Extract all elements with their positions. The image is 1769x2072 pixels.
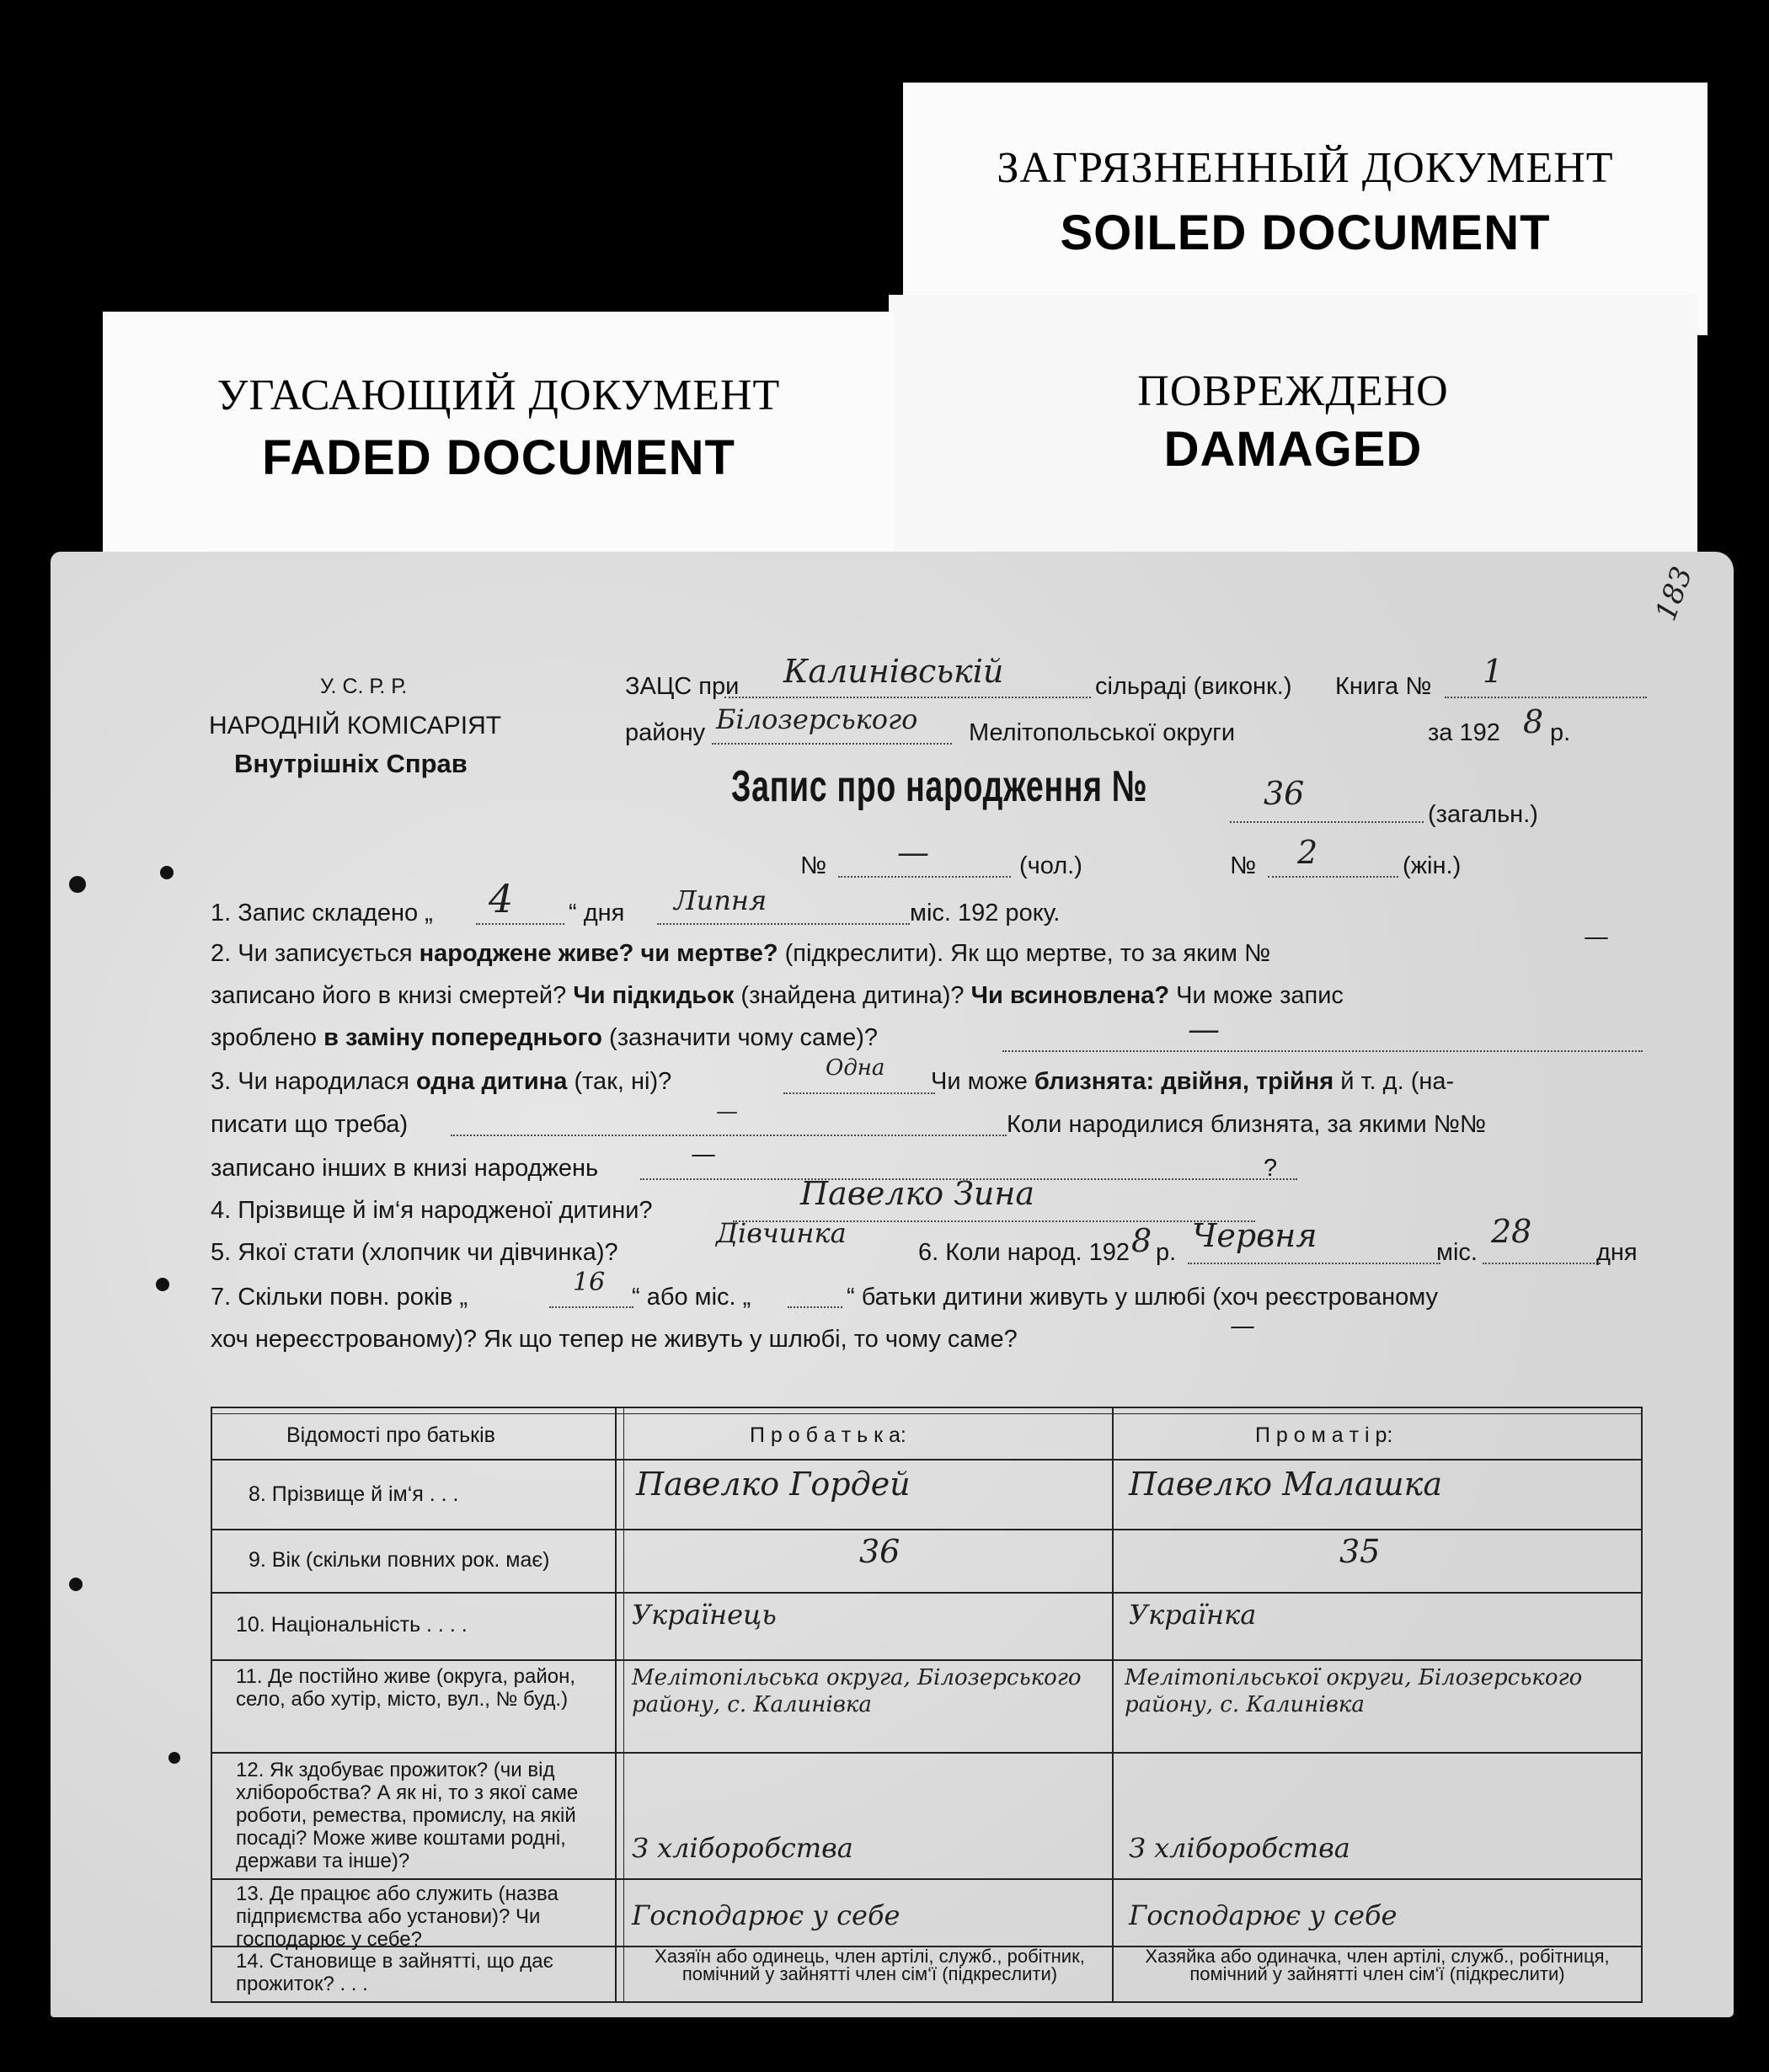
dotted-line — [1268, 876, 1398, 878]
q3-one-child-handwritten: Одна — [826, 1055, 885, 1081]
dotted-line — [783, 1092, 935, 1094]
mother-livelihood-handwritten: З хліборобства — [1129, 1832, 1350, 1864]
damaged-en-label: DAMAGED — [1163, 422, 1423, 477]
mother-workplace-handwritten: Господарює у себе — [1129, 1899, 1398, 1931]
q1-post: міс. 192 року. — [910, 900, 1061, 927]
table-rule — [623, 1407, 624, 2003]
q2-number-handwritten: — — [1584, 922, 1609, 952]
father-residence-handwritten: Мелітопільська округа, Білозерського району, с. Калинівка — [632, 1665, 1082, 1717]
q5-label: 5. Якої стати (хлопчик чи дівчинка)? — [211, 1239, 618, 1266]
chol-handwritten: — — [897, 834, 929, 871]
dotted-line — [1445, 697, 1647, 698]
header-mother: П р о м а т і р: — [1255, 1423, 1393, 1447]
table-rule — [211, 1407, 212, 2003]
chol-label: (чол.) — [1019, 852, 1082, 879]
punch-hole — [69, 876, 86, 893]
marriage-years-handwritten: 16 — [573, 1268, 606, 1297]
damaged-card — [889, 295, 1697, 573]
q3-line2: писати що треба) — [211, 1111, 409, 1138]
q6-label: 6. Коли народ. 192 — [918, 1239, 1130, 1266]
okrugi-label: Мелітопольської округи — [969, 719, 1236, 746]
q2-line3 — [211, 1023, 878, 1052]
child-name-handwritten: Павелко Зина — [800, 1175, 1035, 1212]
q3-text: 3. Чи народилася — [211, 1068, 417, 1095]
birth-day-handwritten: 28 — [1491, 1213, 1532, 1250]
father-age-handwritten: 36 — [859, 1533, 901, 1570]
table-rule — [211, 1878, 1643, 1880]
dotted-line — [549, 1306, 633, 1308]
header-commissariat: НАРОДНІЙ КОМІСАРІЯТ — [209, 712, 502, 740]
zhin-no-label: № — [1230, 852, 1257, 879]
page-number: 183 — [1649, 562, 1700, 626]
table-rule — [211, 1459, 1643, 1461]
table-rule — [1112, 1407, 1114, 2003]
dotted-line — [451, 1135, 1007, 1136]
q2-text: (підкреслити). Як що мертве, то за яким № — [778, 940, 1271, 967]
silrada-handwritten: Калинівській — [783, 653, 1004, 690]
dotted-line — [724, 697, 1091, 698]
zhin-label: (жін.) — [1403, 852, 1462, 879]
q3-text: (так, ні)? — [567, 1068, 672, 1095]
q3-line2-b: Коли народилися близнята, за якими №№ — [1007, 1111, 1486, 1138]
mother-residence-handwritten: Мелітопільської округи, Білозерського району, с. Калинівка — [1125, 1665, 1583, 1717]
q3-twins-handwritten: — — [716, 1099, 738, 1124]
header-internal-affairs: Внутрішніх Справ — [234, 749, 468, 778]
father-workplace-handwritten: Господарює у себе — [632, 1899, 901, 1931]
father-name-handwritten: Павелко Гордей — [636, 1466, 911, 1503]
q1-mid: “ дня — [569, 900, 625, 927]
q2-bold: народжене живе? чи мертве? — [419, 940, 778, 967]
row-label-nationality: 10. Національність . . . . — [236, 1613, 468, 1637]
q1-prefix: 1. Запис складено „ — [211, 900, 433, 927]
table-rule — [211, 1529, 1643, 1530]
q6-r: р. — [1156, 1239, 1177, 1266]
dotted-line — [788, 1306, 842, 1308]
q3-line1 — [211, 1067, 671, 1096]
child-sex-handwritten: Дівчинка — [716, 1217, 847, 1249]
q2-reason-handwritten: — — [1188, 1011, 1220, 1048]
father-livelihood-handwritten: З хліборобства — [632, 1832, 853, 1864]
q6-dnya: дня — [1596, 1239, 1638, 1266]
q3-twins-record-handwritten: — — [691, 1140, 716, 1169]
q2-text: 2. Чи записується — [211, 940, 420, 967]
table-rule — [211, 1659, 1643, 1661]
q2-text: (зазначити чому саме)? — [601, 1024, 878, 1051]
father-status-options: Хазяїн або одинець, член артілі, служб., робітник, помічний у зайнятті член сім‘ї (підкреслити) — [655, 1946, 1085, 1984]
q3-line3: записано інших в книзі народжень — [211, 1155, 599, 1182]
q2-text: записано його в книзі смертей? — [211, 982, 574, 1009]
punch-hole — [69, 1578, 83, 1591]
record-title: Запис про народження № — [731, 762, 1148, 811]
dotted-line — [476, 923, 564, 925]
q3-bold: одна дитина — [416, 1068, 568, 1095]
row-label-residence: 11. Де постійно живе (округа, район, село, або хутір, місто, вул., № буд.) — [236, 1665, 576, 1711]
q2-text: зроблено — [211, 1024, 324, 1051]
q7-prefix: 7. Скільки повн. років „ — [211, 1284, 468, 1311]
header-ussr: У. С. Р. Р. — [320, 675, 408, 698]
table-rule — [211, 2001, 1643, 2003]
q2-bold: Чи підкидьок — [573, 982, 735, 1009]
q3-text: й т. д. (на- — [1333, 1068, 1455, 1095]
table-rule — [1641, 1407, 1643, 2003]
table-rule — [211, 1592, 1643, 1594]
year-handwritten: 8 — [1523, 703, 1544, 740]
father-nationality-handwritten: Українець — [632, 1599, 777, 1631]
q3-text: Чи може — [931, 1068, 1034, 1095]
dotted-line — [838, 876, 1011, 878]
mother-status-options: Хазяйка або одиначка, член артілі, служб., робітниця, помічний у зайнятті член сім‘ї (підкреслити) — [1145, 1946, 1610, 1984]
parents-table — [211, 1407, 1643, 2005]
raionu-label: району — [625, 719, 706, 746]
q2-line2 — [211, 981, 1344, 1010]
q1-day-handwritten: 4 — [489, 876, 514, 921]
q6-mis: міс. — [1436, 1239, 1478, 1266]
dotted-line — [1188, 1263, 1440, 1264]
zagaln-label: (загальн.) — [1428, 801, 1538, 828]
q2-bold: в заміну попереднього — [323, 1024, 602, 1051]
dotted-line — [1483, 1263, 1601, 1264]
punch-hole — [160, 866, 174, 879]
q2-text: Чи може запис — [1169, 982, 1344, 1009]
soiled-ru-label: ЗАГРЯЗНЕННЫЙ ДОКУМЕНТ — [997, 144, 1614, 192]
row-label-age: 9. Вік (скільки повних рок. має) — [249, 1548, 550, 1572]
table-rule — [211, 1413, 1643, 1414]
q1-month-handwritten: Липня — [674, 884, 767, 916]
table-rule — [615, 1407, 617, 2003]
punch-hole — [156, 1278, 169, 1291]
chol-no-label: № — [800, 852, 827, 879]
za-year-label: за 192 — [1428, 719, 1500, 746]
kniga-handwritten: 1 — [1483, 653, 1504, 690]
zacs-label: ЗАЦС при — [625, 673, 740, 700]
header-father: П р о б а т ь к а: — [750, 1423, 906, 1447]
row-label-occupation-status: 14. Становище в зайнятті, що дає прожиток? . . . — [236, 1950, 553, 1995]
faded-document-card — [103, 312, 895, 564]
header-parents-info: Відомості про батьків — [286, 1423, 495, 1447]
table-rule — [211, 1407, 1643, 1408]
mother-name-handwritten: Павелко Малашка — [1129, 1466, 1443, 1503]
dotted-line — [1002, 1050, 1643, 1052]
q3-line1-b — [931, 1067, 1454, 1096]
q7-suffix: “ батьки дитини живуть у шлюбі (хоч реєстрованому — [847, 1284, 1438, 1311]
mother-nationality-handwritten: Українка — [1129, 1599, 1257, 1631]
dotted-line — [712, 743, 952, 745]
q7-mid: “ або міс. „ — [632, 1284, 751, 1311]
raion-handwritten: Білозерського — [716, 703, 918, 735]
faded-ru-label: УГАСАЮЩИЙ ДОКУМЕНТ — [216, 371, 781, 419]
birth-year-handwritten: 8 — [1131, 1222, 1152, 1259]
dotted-line — [1230, 821, 1424, 823]
q7-line2: хоч нереєстрованому)? Як що тепер не живуть у шлюбі, то чому саме? — [211, 1326, 1018, 1353]
dotted-line — [657, 923, 910, 925]
punch-hole — [168, 1752, 180, 1764]
zhin-handwritten: 2 — [1297, 834, 1318, 871]
record-number-handwritten: 36 — [1264, 775, 1305, 812]
damaged-ru-label: ПОВРЕЖДЕНО — [1137, 367, 1449, 415]
r-label: р. — [1550, 719, 1571, 746]
q2-text: (знайдена дитина)? — [734, 982, 971, 1009]
q2-line1 — [211, 939, 1270, 968]
q4-label: 4. Прізвище й ім‘я народженої дитини? — [211, 1197, 653, 1224]
q7-reason-handwritten: — — [1230, 1311, 1255, 1341]
birth-record-form — [51, 552, 1734, 2017]
row-label-livelihood: 12. Як здобуває прожиток? (чи від хліборобства? А як ні, то з якої саме роботи, ремества, промислу, на якій посаді? Може живе коштами родні, держави та інше)? — [236, 1759, 579, 1872]
row-label-name: 8. Прізвище й ім‘я . . . — [249, 1482, 459, 1506]
faded-en-label: FADED DOCUMENT — [262, 430, 735, 485]
q2-bold: Чи всиновлена? — [970, 982, 1170, 1009]
mother-age-handwritten: 35 — [1339, 1533, 1381, 1570]
kniga-label: Книга № — [1335, 673, 1432, 700]
row-label-workplace: 13. Де працює або служить (назва підприємства або установи)? Чи господарює у себе? — [236, 1882, 558, 1951]
soiled-en-label: SOILED DOCUMENT — [1060, 206, 1551, 260]
silradi-label: сільраді (виконк.) — [1095, 673, 1292, 700]
birth-month-handwritten: Червня — [1192, 1217, 1317, 1254]
q3-qmark: ? — [1264, 1155, 1278, 1182]
q3-bold: близнята: двійня, трійня — [1034, 1068, 1334, 1095]
table-rule — [211, 1752, 1643, 1754]
